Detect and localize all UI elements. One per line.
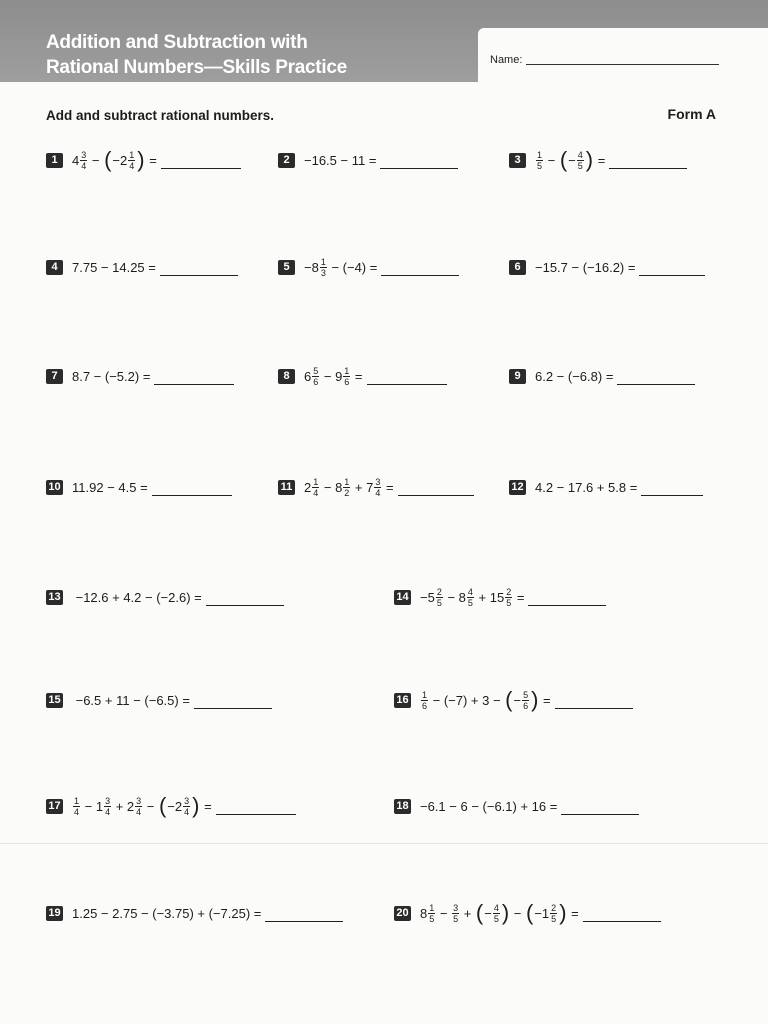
- answer-line[interactable]: [265, 920, 343, 922]
- problem-15: [46, 685, 272, 715]
- answer-line[interactable]: [555, 707, 633, 709]
- problem-expression: 6.2 − (−6.8) =: [535, 368, 614, 384]
- problem-10: [46, 472, 232, 502]
- problem-4: [46, 252, 238, 282]
- answer-line[interactable]: [381, 274, 459, 276]
- problem-number: 10: [46, 480, 63, 495]
- answer-line[interactable]: [561, 813, 639, 815]
- problem-number: 14: [394, 590, 411, 605]
- problem-expression: −6.1 − 6 − (−6.1) + 16 =: [420, 798, 558, 814]
- problem-expression: 1.25 − 2.75 − (−3.75) + (−7.25) =: [72, 905, 262, 921]
- problem-number: 5: [278, 260, 295, 275]
- problem-14: [394, 582, 606, 612]
- problem-expression: 2 $\frac{1}{4}$ − 8 $\frac{1}{2}$ + 7 $\frac{3}{4}$ =: [304, 476, 394, 498]
- problem-expression: −16.5 − 11 =: [304, 152, 377, 168]
- page-title: [46, 30, 347, 80]
- problem-expression: 8 $\frac{1}{5}$ − $\frac{3}{5}$ + ( − $\frac{4}{5}$ ) − ( −1 $\frac{2}{5}$ ) =: [420, 900, 579, 925]
- problem-expression: $\frac{1}{4}$ − 1 $\frac{3}{4}$ + 2 $\frac{3}{4}$ − ( −2 $\frac{3}{4}$ ) =: [74, 793, 212, 818]
- problem-2: [278, 145, 458, 175]
- problem-expression: $\frac{1}{6}$ − (−7) + 3 − ( − $\frac{5}{6}$ ) =: [422, 687, 551, 712]
- problem-number: 18: [394, 799, 411, 814]
- problem-18: [394, 791, 639, 821]
- problem-expression: 4 $\frac{3}{4}$ − ( −2 $\frac{1}{4}$ ) =: [72, 147, 157, 172]
- problem-expression: $\frac{1}{5}$ − ( − $\frac{4}{5}$ ) =: [537, 147, 606, 172]
- problem-number: 9: [509, 369, 526, 384]
- problem-expression: −8 $\frac{1}{3}$ − (−4) =: [304, 256, 378, 278]
- problem-number: 11: [278, 480, 295, 495]
- problem-6: [509, 252, 705, 282]
- problem-number: 15: [46, 693, 63, 708]
- problem-expression: −5 $\frac{2}{5}$ − 8 $\frac{4}{5}$ + 15 $\frac{2}{5}$ =: [420, 586, 525, 608]
- problem-expression: 6 $\frac{5}{6}$ − 9 $\frac{1}{6}$ =: [304, 365, 363, 387]
- problem-number: 19: [46, 906, 63, 921]
- problem-number: 1: [46, 153, 63, 168]
- problem-11: [278, 472, 474, 502]
- problem-16: [394, 685, 633, 715]
- page-divider: [0, 843, 768, 844]
- problem-19: [46, 898, 343, 928]
- instructions: Add and subtract rational numbers.: [46, 108, 275, 123]
- problem-1: [46, 145, 241, 175]
- problem-expression: −15.7 − (−16.2) =: [535, 259, 636, 275]
- answer-line[interactable]: [641, 494, 703, 496]
- problem-expression: 7.75 − 14.25 =: [72, 259, 156, 275]
- problem-13: [46, 582, 284, 612]
- answer-line[interactable]: [206, 604, 284, 606]
- problem-9: [509, 361, 695, 391]
- problem-expression: −12.6 + 4.2 − (−2.6) =: [72, 589, 202, 605]
- answer-line[interactable]: [161, 167, 241, 169]
- answer-line[interactable]: [639, 274, 705, 276]
- answer-line[interactable]: [194, 707, 272, 709]
- name-label: Name:: [490, 54, 523, 66]
- problem-expression: 8.7 − (−5.2) =: [72, 368, 151, 384]
- answer-line[interactable]: [528, 604, 606, 606]
- problem-number: 8: [278, 369, 295, 384]
- answer-line[interactable]: [380, 167, 458, 169]
- page-title-line2: Rational Numbers—Skills Practice: [46, 57, 347, 78]
- answer-line[interactable]: [152, 494, 232, 496]
- problem-5: [278, 252, 459, 282]
- problem-number: 6: [509, 260, 526, 275]
- problem-number: 7: [46, 369, 63, 384]
- name-field[interactable]: [526, 64, 719, 65]
- problem-number: 12: [509, 480, 526, 495]
- answer-line[interactable]: [583, 920, 661, 922]
- answer-line[interactable]: [216, 813, 296, 815]
- answer-line[interactable]: [160, 274, 238, 276]
- problem-number: 3: [509, 153, 526, 168]
- answer-line[interactable]: [617, 383, 695, 385]
- problem-expression: 11.92 − 4.5 =: [72, 479, 148, 495]
- problem-17: [46, 791, 296, 821]
- page-title-line1: Addition and Subtraction with: [46, 32, 308, 53]
- problem-number: 4: [46, 260, 63, 275]
- problem-number: 13: [46, 590, 63, 605]
- answer-line[interactable]: [154, 383, 234, 385]
- problem-3: [509, 145, 687, 175]
- problem-number: 20: [394, 906, 411, 921]
- problem-number: 2: [278, 153, 295, 168]
- problem-expression: 4.2 − 17.6 + 5.8 =: [535, 479, 638, 495]
- answer-line[interactable]: [609, 167, 687, 169]
- problem-number: 17: [46, 799, 63, 814]
- problem-7: [46, 361, 234, 391]
- answer-line[interactable]: [398, 494, 474, 496]
- form-label: Form A: [667, 106, 716, 122]
- problem-number: 16: [394, 693, 411, 708]
- problem-12: [509, 472, 703, 502]
- problem-expression: −6.5 + 11 − (−6.5) =: [72, 692, 190, 708]
- problem-8: [278, 361, 447, 391]
- answer-line[interactable]: [367, 383, 447, 385]
- problem-20: [394, 898, 661, 928]
